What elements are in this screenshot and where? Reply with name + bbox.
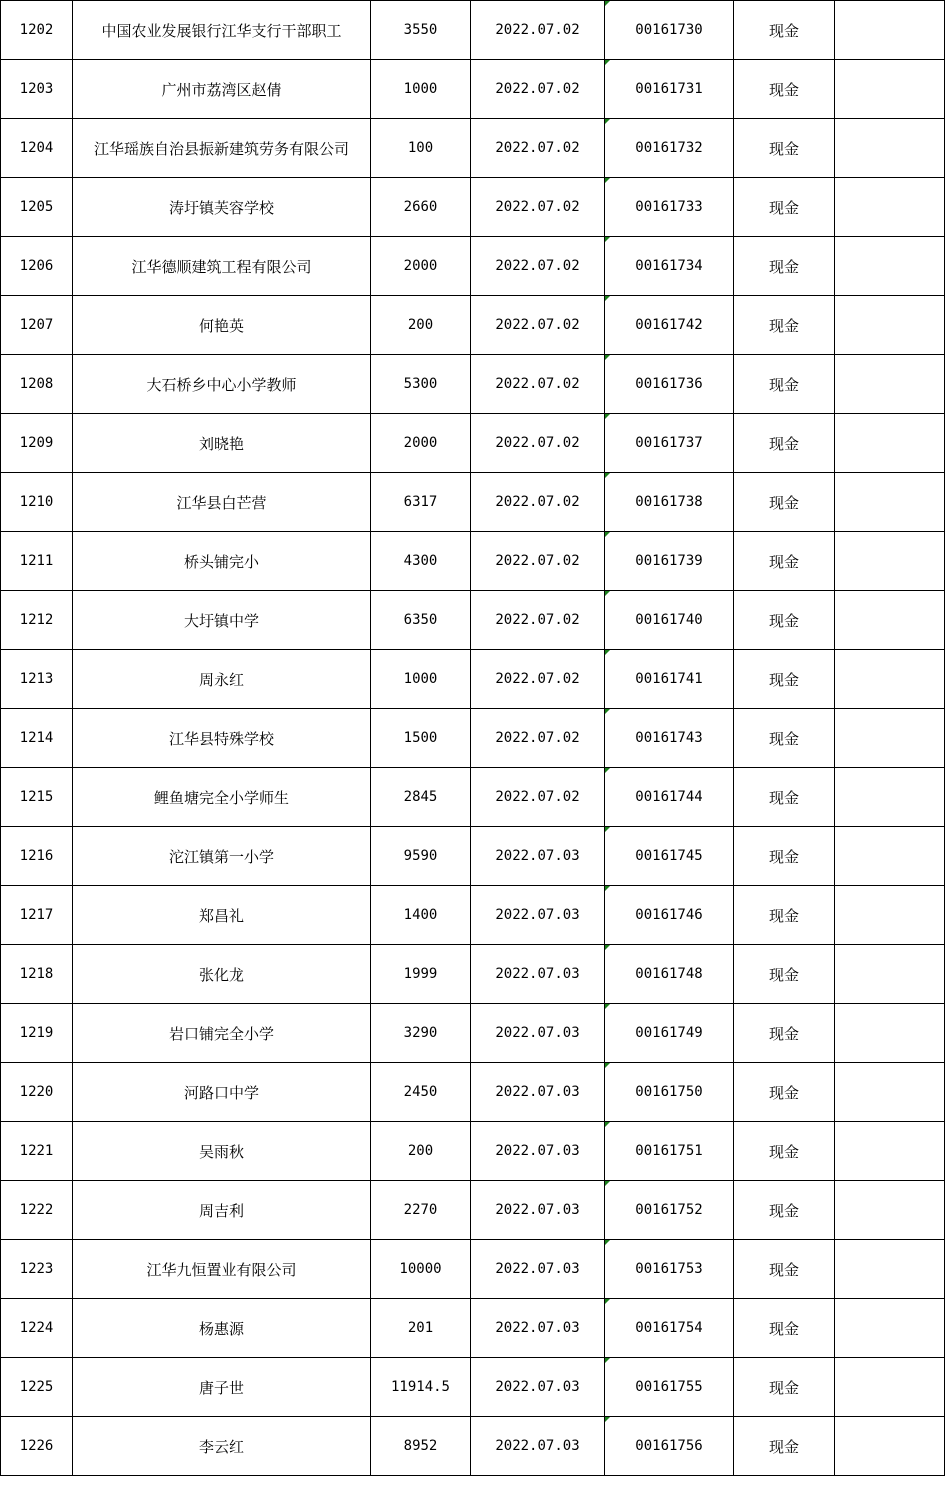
date-cell: 2022.07.03 (471, 1240, 605, 1299)
note-cell (835, 1358, 945, 1417)
donor-name-cell: 周吉利 (73, 1181, 371, 1240)
donor-name-cell: 何艳英 (73, 296, 371, 355)
amount-cell: 2000 (371, 414, 471, 473)
note-cell (835, 355, 945, 414)
donor-name-cell: 刘晓艳 (73, 414, 371, 473)
payment-method-cell: 现金 (734, 650, 835, 709)
table-row (1, 355, 945, 414)
amount-cell: 5300 (371, 355, 471, 414)
date-cell: 2022.07.02 (471, 237, 605, 296)
date-cell: 2022.07.03 (471, 1358, 605, 1417)
table-row (1, 1299, 945, 1358)
serial-number-cell: 1220 (1, 1063, 73, 1122)
table-row (1, 650, 945, 709)
amount-cell: 1000 (371, 650, 471, 709)
table-row (1, 532, 945, 591)
note-cell (835, 709, 945, 768)
date-cell: 2022.07.02 (471, 768, 605, 827)
receipt-number-cell: 00161738 (605, 473, 734, 532)
serial-number-cell: 1213 (1, 650, 73, 709)
donor-name-cell: 鲤鱼塘完全小学师生 (73, 768, 371, 827)
payment-method-cell: 现金 (734, 1358, 835, 1417)
table-row (1, 60, 945, 119)
amount-cell: 2270 (371, 1181, 471, 1240)
serial-number-cell: 1216 (1, 827, 73, 886)
receipt-number-cell: 00161733 (605, 178, 734, 237)
receipt-number-cell: 00161740 (605, 591, 734, 650)
table-row (1, 886, 945, 945)
date-cell: 2022.07.02 (471, 178, 605, 237)
table-row (1, 591, 945, 650)
table-row (1, 709, 945, 768)
amount-cell: 2450 (371, 1063, 471, 1122)
date-cell: 2022.07.02 (471, 473, 605, 532)
donor-name-cell: 郑昌礼 (73, 886, 371, 945)
receipt-number-cell: 00161748 (605, 945, 734, 1004)
amount-cell: 200 (371, 1122, 471, 1181)
amount-cell: 1400 (371, 886, 471, 945)
donor-name-cell: 江华瑶族自治县振新建筑劳务有限公司 (73, 119, 371, 178)
serial-number-cell: 1210 (1, 473, 73, 532)
serial-number-cell: 1224 (1, 1299, 73, 1358)
table-row (1, 237, 945, 296)
payment-method-cell: 现金 (734, 414, 835, 473)
table-row (1, 827, 945, 886)
table-row (1, 1063, 945, 1122)
donor-name-cell: 沱江镇第一小学 (73, 827, 371, 886)
receipt-number-cell: 00161741 (605, 650, 734, 709)
serial-number-cell: 1205 (1, 178, 73, 237)
payment-method-cell: 现金 (734, 296, 835, 355)
note-cell (835, 414, 945, 473)
donor-name-cell: 桥头铺完小 (73, 532, 371, 591)
donor-name-cell: 江华德顺建筑工程有限公司 (73, 237, 371, 296)
receipt-number-cell: 00161744 (605, 768, 734, 827)
serial-number-cell: 1204 (1, 119, 73, 178)
note-cell (835, 473, 945, 532)
serial-number-cell: 1226 (1, 1417, 73, 1476)
table-row (1, 1358, 945, 1417)
receipt-number-cell: 00161751 (605, 1122, 734, 1181)
payment-method-cell: 现金 (734, 119, 835, 178)
table-row (1, 1181, 945, 1240)
receipt-number-cell: 00161743 (605, 709, 734, 768)
date-cell: 2022.07.03 (471, 945, 605, 1004)
date-cell: 2022.07.03 (471, 1299, 605, 1358)
table-row (1, 768, 945, 827)
note-cell (835, 60, 945, 119)
donor-name-cell: 涛圩镇芙容学校 (73, 178, 371, 237)
receipt-number-cell: 00161755 (605, 1358, 734, 1417)
date-cell: 2022.07.02 (471, 296, 605, 355)
payment-method-cell: 现金 (734, 827, 835, 886)
donor-name-cell: 河路口中学 (73, 1063, 371, 1122)
receipt-number-cell: 00161742 (605, 296, 734, 355)
table-row (1, 1004, 945, 1063)
note-cell (835, 119, 945, 178)
amount-cell: 2660 (371, 178, 471, 237)
serial-number-cell: 1225 (1, 1358, 73, 1417)
serial-number-cell: 1206 (1, 237, 73, 296)
note-cell (835, 945, 945, 1004)
payment-method-cell: 现金 (734, 1122, 835, 1181)
donor-name-cell: 大石桥乡中心小学教师 (73, 355, 371, 414)
table-body (1, 1, 945, 1476)
serial-number-cell: 1218 (1, 945, 73, 1004)
payment-method-cell: 现金 (734, 768, 835, 827)
amount-cell: 1000 (371, 60, 471, 119)
note-cell (835, 1417, 945, 1476)
donor-name-cell: 唐子世 (73, 1358, 371, 1417)
receipt-number-cell: 00161739 (605, 532, 734, 591)
table-row (1, 473, 945, 532)
table-row (1, 1, 945, 60)
receipt-number-cell: 00161732 (605, 119, 734, 178)
date-cell: 2022.07.02 (471, 532, 605, 591)
payment-method-cell: 现金 (734, 1181, 835, 1240)
amount-cell: 201 (371, 1299, 471, 1358)
serial-number-cell: 1208 (1, 355, 73, 414)
serial-number-cell: 1203 (1, 60, 73, 119)
donor-name-cell: 江华九恒置业有限公司 (73, 1240, 371, 1299)
date-cell: 2022.07.02 (471, 650, 605, 709)
serial-number-cell: 1219 (1, 1004, 73, 1063)
serial-number-cell: 1207 (1, 296, 73, 355)
amount-cell: 10000 (371, 1240, 471, 1299)
serial-number-cell: 1223 (1, 1240, 73, 1299)
note-cell (835, 1240, 945, 1299)
payment-method-cell: 现金 (734, 886, 835, 945)
date-cell: 2022.07.03 (471, 1181, 605, 1240)
payment-method-cell: 现金 (734, 1417, 835, 1476)
serial-number-cell: 1209 (1, 414, 73, 473)
payment-method-cell: 现金 (734, 178, 835, 237)
serial-number-cell: 1217 (1, 886, 73, 945)
amount-cell: 1500 (371, 709, 471, 768)
serial-number-cell: 1212 (1, 591, 73, 650)
date-cell: 2022.07.02 (471, 355, 605, 414)
date-cell: 2022.07.02 (471, 60, 605, 119)
date-cell: 2022.07.02 (471, 591, 605, 650)
date-cell: 2022.07.03 (471, 886, 605, 945)
payment-method-cell: 现金 (734, 60, 835, 119)
note-cell (835, 886, 945, 945)
amount-cell: 1999 (371, 945, 471, 1004)
donor-name-cell: 中国农业发展银行江华支行干部职工 (73, 1, 371, 60)
table-row (1, 1417, 945, 1476)
receipt-number-cell: 00161753 (605, 1240, 734, 1299)
receipt-number-cell: 00161731 (605, 60, 734, 119)
note-cell (835, 650, 945, 709)
donor-name-cell: 广州市荔湾区赵倩 (73, 60, 371, 119)
payment-method-cell: 现金 (734, 355, 835, 414)
table-row (1, 945, 945, 1004)
amount-cell: 200 (371, 296, 471, 355)
note-cell (835, 296, 945, 355)
table-row (1, 1240, 945, 1299)
note-cell (835, 532, 945, 591)
donor-name-cell: 大圩镇中学 (73, 591, 371, 650)
receipt-number-cell: 00161745 (605, 827, 734, 886)
table-row (1, 296, 945, 355)
donor-name-cell: 李云红 (73, 1417, 371, 1476)
amount-cell: 6317 (371, 473, 471, 532)
date-cell: 2022.07.03 (471, 1122, 605, 1181)
date-cell: 2022.07.02 (471, 709, 605, 768)
payment-method-cell: 现金 (734, 1063, 835, 1122)
table-row (1, 414, 945, 473)
serial-number-cell: 1222 (1, 1181, 73, 1240)
amount-cell: 3550 (371, 1, 471, 60)
table-row (1, 1122, 945, 1181)
date-cell: 2022.07.02 (471, 1, 605, 60)
payment-method-cell: 现金 (734, 532, 835, 591)
note-cell (835, 1299, 945, 1358)
date-cell: 2022.07.02 (471, 414, 605, 473)
donor-name-cell: 张化龙 (73, 945, 371, 1004)
table-row (1, 119, 945, 178)
amount-cell: 8952 (371, 1417, 471, 1476)
receipt-number-cell: 00161730 (605, 1, 734, 60)
note-cell (835, 1004, 945, 1063)
note-cell (835, 591, 945, 650)
date-cell: 2022.07.03 (471, 1004, 605, 1063)
date-cell: 2022.07.03 (471, 1417, 605, 1476)
note-cell (835, 237, 945, 296)
amount-cell: 4300 (371, 532, 471, 591)
payment-method-cell: 现金 (734, 1240, 835, 1299)
serial-number-cell: 1211 (1, 532, 73, 591)
date-cell: 2022.07.03 (471, 1063, 605, 1122)
date-cell: 2022.07.02 (471, 119, 605, 178)
amount-cell: 11914.5 (371, 1358, 471, 1417)
note-cell (835, 1063, 945, 1122)
donor-name-cell: 岩口铺完全小学 (73, 1004, 371, 1063)
donor-name-cell: 吴雨秋 (73, 1122, 371, 1181)
payment-method-cell: 现金 (734, 591, 835, 650)
receipt-number-cell: 00161754 (605, 1299, 734, 1358)
payment-method-cell: 现金 (734, 709, 835, 768)
donor-name-cell: 杨惠源 (73, 1299, 371, 1358)
amount-cell: 100 (371, 119, 471, 178)
note-cell (835, 1122, 945, 1181)
serial-number-cell: 1221 (1, 1122, 73, 1181)
table-row (1, 178, 945, 237)
receipt-number-cell: 00161736 (605, 355, 734, 414)
amount-cell: 6350 (371, 591, 471, 650)
amount-cell: 2845 (371, 768, 471, 827)
serial-number-cell: 1215 (1, 768, 73, 827)
amount-cell: 3290 (371, 1004, 471, 1063)
payment-method-cell: 现金 (734, 1004, 835, 1063)
payment-method-cell: 现金 (734, 473, 835, 532)
receipt-number-cell: 00161756 (605, 1417, 734, 1476)
payment-method-cell: 现金 (734, 945, 835, 1004)
donor-name-cell: 周永红 (73, 650, 371, 709)
serial-number-cell: 1202 (1, 1, 73, 60)
donor-name-cell: 江华县特殊学校 (73, 709, 371, 768)
receipt-number-cell: 00161749 (605, 1004, 734, 1063)
note-cell (835, 178, 945, 237)
note-cell (835, 827, 945, 886)
amount-cell: 9590 (371, 827, 471, 886)
receipt-number-cell: 00161746 (605, 886, 734, 945)
date-cell: 2022.07.03 (471, 827, 605, 886)
receipt-number-cell: 00161734 (605, 237, 734, 296)
payment-method-cell: 现金 (734, 237, 835, 296)
serial-number-cell: 1214 (1, 709, 73, 768)
donor-name-cell: 江华县白芒营 (73, 473, 371, 532)
receipt-number-cell: 00161750 (605, 1063, 734, 1122)
amount-cell: 2000 (371, 237, 471, 296)
note-cell (835, 768, 945, 827)
payment-method-cell: 现金 (734, 1299, 835, 1358)
payment-method-cell: 现金 (734, 1, 835, 60)
note-cell (835, 1181, 945, 1240)
receipt-number-cell: 00161752 (605, 1181, 734, 1240)
receipt-number-cell: 00161737 (605, 414, 734, 473)
note-cell (835, 1, 945, 60)
